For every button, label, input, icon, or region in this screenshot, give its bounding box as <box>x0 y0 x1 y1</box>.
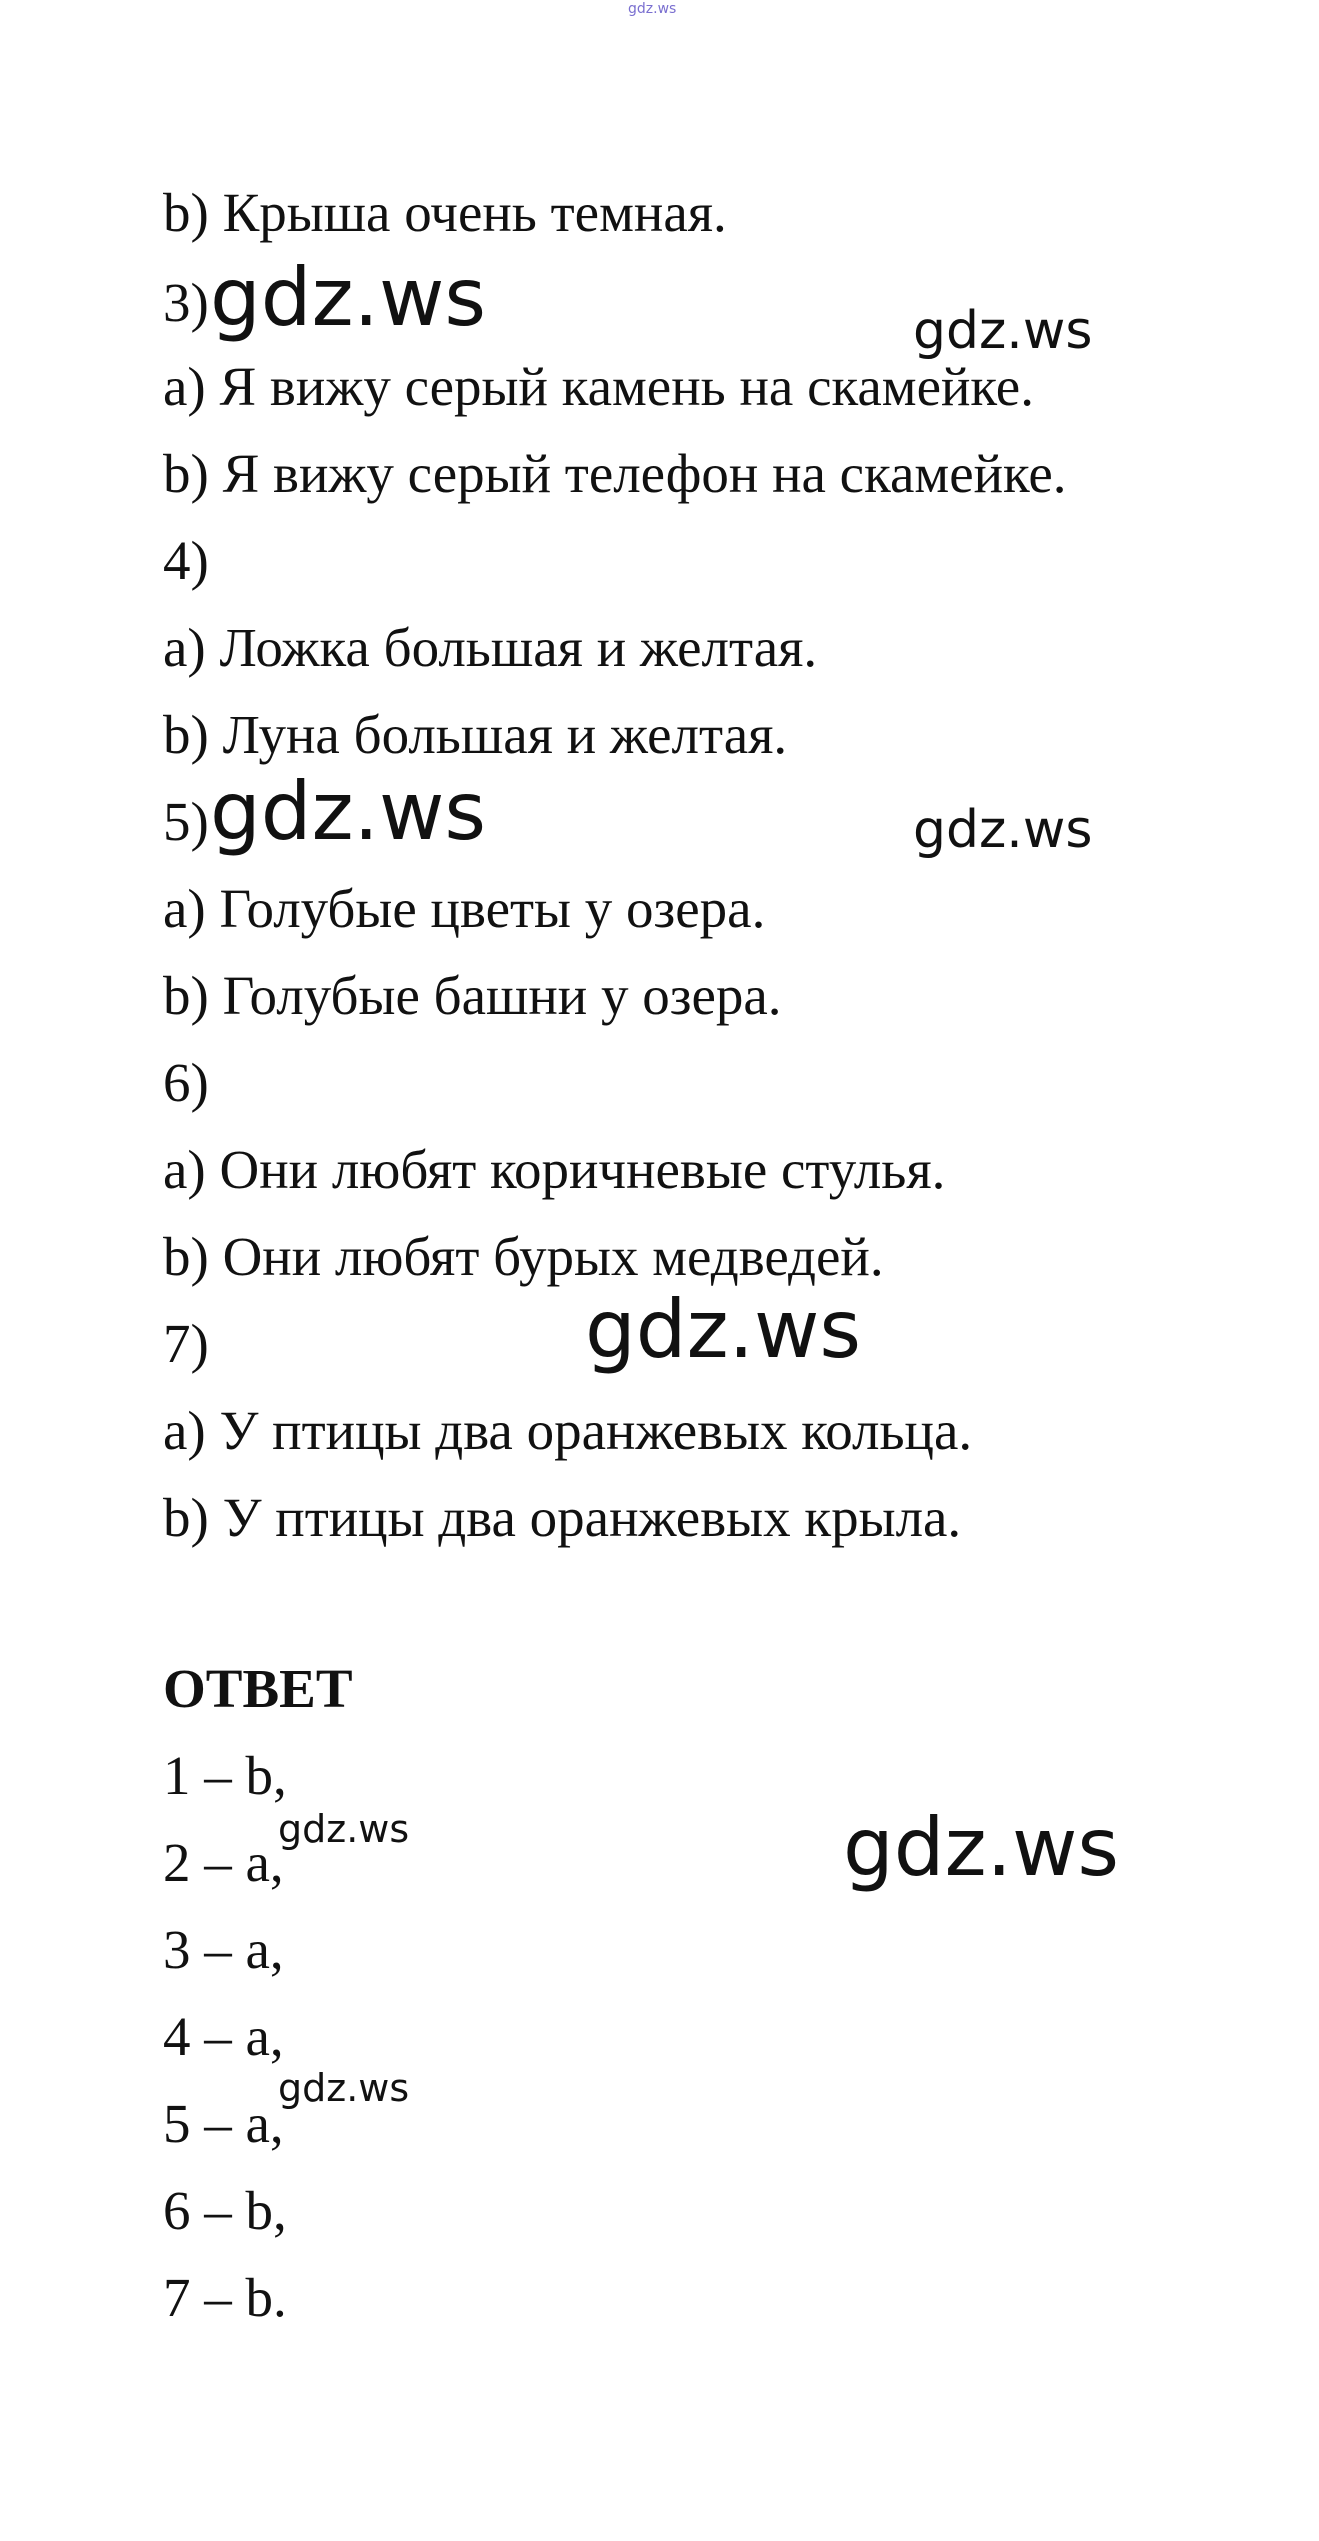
answer-heading: ОТВЕТ <box>163 1658 353 1719</box>
item-6-number: 6) <box>163 1052 209 1113</box>
item-5b: b) Голубые башни у озера. <box>163 965 782 1026</box>
item-7b: b) У птицы два оранжевых крыла. <box>163 1487 962 1548</box>
answer-line-2: 2 – a, <box>163 1832 284 1893</box>
answer-line-1: 1 – b, <box>163 1745 287 1806</box>
watermark-large-1: gdz.ws <box>210 251 487 344</box>
item-5a: a) Голубые цветы у озера. <box>163 878 766 939</box>
item-7a: a) У птицы два оранжевых кольца. <box>163 1400 973 1461</box>
item-3-number: 3) <box>163 272 209 333</box>
watermark-large-4: gdz.ws <box>843 1801 1120 1894</box>
watermark-large-2: gdz.ws <box>210 765 487 858</box>
item-6b: b) Они любят бурых медведей. <box>163 1226 884 1287</box>
watermark-large-3: gdz.ws <box>585 1283 862 1376</box>
watermark-medium-1: gdz.ws <box>913 301 1093 361</box>
answer-line-6: 6 – b, <box>163 2180 287 2241</box>
item-3b: b) Я вижу серый телефон на скамейке. <box>163 443 1067 504</box>
watermark-top: gdz.ws <box>628 1 677 17</box>
item-7-number: 7) <box>163 1313 209 1374</box>
item-4b: b) Луна большая и желтая. <box>163 704 788 765</box>
item-4-number: 4) <box>163 530 209 591</box>
answer-line-3: 3 – a, <box>163 1919 284 1980</box>
watermark-small-2: gdz.ws <box>278 2066 410 2110</box>
item-5-number: 5) <box>163 791 209 852</box>
item-4a: a) Ложка большая и желтая. <box>163 617 818 678</box>
watermark-medium-2: gdz.ws <box>913 800 1093 860</box>
answer-line-4: 4 – a, <box>163 2006 284 2067</box>
answer-line-5: 5 – a, <box>163 2093 284 2154</box>
item-6a: a) Они любят коричневые стулья. <box>163 1139 946 1200</box>
watermark-small-1: gdz.ws <box>278 1807 410 1851</box>
item-2b: b) Крыша очень темная. <box>163 182 727 243</box>
item-3a: a) Я вижу серый камень на скамейке. <box>163 356 1034 417</box>
answer-line-7: 7 – b. <box>163 2267 287 2328</box>
